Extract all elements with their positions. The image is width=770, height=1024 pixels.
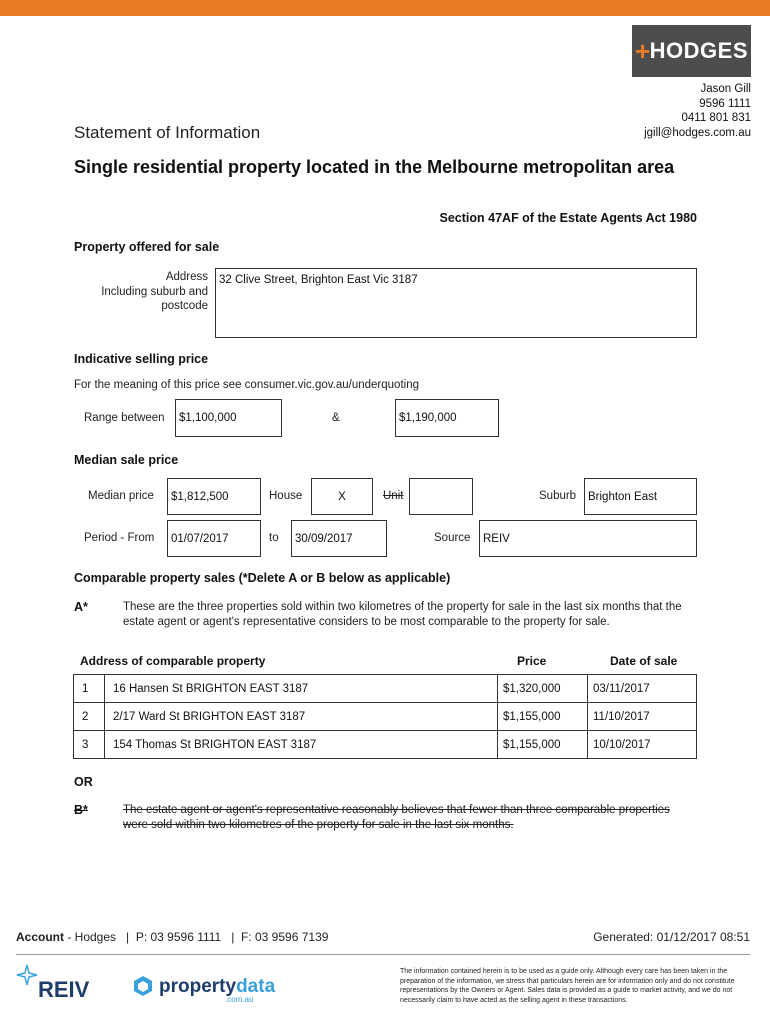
row-address: 16 Hansen St BRIGHTON EAST 3187 <box>105 675 498 703</box>
median-price-label: Median price <box>88 490 154 502</box>
median-price-field[interactable]: $1,812,500 <box>167 478 261 515</box>
row-date: 11/10/2017 <box>588 703 697 731</box>
col-address-header: Address of comparable property <box>80 654 266 668</box>
row-address: 154 Thomas St BRIGHTON EAST 3187 <box>105 731 498 759</box>
row-number: 1 <box>74 675 105 703</box>
footer-divider <box>16 954 750 955</box>
price-high-field[interactable]: $1,190,000 <box>395 399 499 437</box>
row-date: 03/11/2017 <box>588 675 697 703</box>
table-row <box>74 703 697 731</box>
comparable-heading: Comparable property sales (*Delete A or B below as applicable) <box>74 571 451 585</box>
address-field[interactable]: 32 Clive Street, Brighton East Vic 3187 <box>215 268 697 338</box>
row-number: 2 <box>74 703 105 731</box>
reiv-star-icon <box>16 964 38 986</box>
address-label: Address Including suburb and postcode <box>101 271 208 312</box>
range-separator: & <box>332 412 340 424</box>
unit-label: Unit <box>383 490 404 502</box>
indicative-heading: Indicative selling price <box>74 352 209 366</box>
agent-contact <box>644 82 751 140</box>
comparable-table <box>73 674 697 759</box>
agent-name: Jason Gill <box>700 83 751 95</box>
row-price: $1,155,000 <box>498 731 588 759</box>
generated-timestamp: Generated: 01/12/2017 08:51 <box>593 930 750 944</box>
period-label: Period - From <box>84 532 155 544</box>
option-a-label: A* <box>74 600 88 614</box>
agent-email[interactable]: jgill@hodges.com.au <box>644 126 751 139</box>
propertydata-icon <box>131 974 155 998</box>
col-date-header: Date of sale <box>610 654 678 668</box>
underquoting-note: For the meaning of this price see consumer.vic.gov.au/underquoting <box>74 379 419 391</box>
house-label: House <box>269 490 303 502</box>
agent-mobile: 0411 801 831 <box>681 112 751 124</box>
plus-icon: + <box>634 35 651 66</box>
to-label: to <box>269 532 279 544</box>
or-label: OR <box>74 775 93 789</box>
source-label: Source <box>434 532 471 544</box>
unit-field[interactable] <box>409 478 473 515</box>
disclaimer: The information contained herein is to be used as a guide only. Although every care has been taken in the preparation of the information, we stress that particulars herein are for information only and do not constitute representations by the Owners or Agent. Sales data is provided as a guide to market activity, and we do not necessarily claim to have acted as the selling agent in these transactions. <box>400 968 735 1004</box>
page-title: Single residential property located in the Melbourne metropolitan area <box>74 157 675 177</box>
agent-phone: 9596 1111 <box>699 97 751 110</box>
suburb-field[interactable]: Brighton East <box>584 478 697 515</box>
source-field[interactable]: REIV <box>479 520 697 557</box>
price-low-field[interactable]: $1,100,000 <box>175 399 282 437</box>
median-heading: Median sale price <box>74 453 179 467</box>
statement-heading: Statement of Information <box>74 123 261 142</box>
section-reference: Section 47AF of the Estate Agents Act 1980 <box>439 211 697 225</box>
option-a-text: These are the three properties sold within two kilometres of the property for sale in the last six months that the estate agent or agent's representative considers to be most comparable to the property for sale. <box>123 601 682 628</box>
period-to-field[interactable]: 30/09/2017 <box>291 520 387 557</box>
table-row <box>74 675 697 703</box>
row-date: 10/10/2017 <box>588 731 697 759</box>
row-price: $1,155,000 <box>498 703 588 731</box>
top-accent-bar <box>0 0 770 16</box>
period-from-field[interactable]: 01/07/2017 <box>167 520 261 557</box>
account-info: Account - Hodges | P: 03 9596 1111 | F: 03 9596 7139 <box>16 930 329 944</box>
suburb-label: Suburb <box>539 490 577 502</box>
table-row <box>74 731 697 759</box>
house-field[interactable]: X <box>311 478 373 515</box>
row-address: 2/17 Ward St BRIGHTON EAST 3187 <box>105 703 498 731</box>
hodges-logo: + HODGES <box>632 25 751 77</box>
option-b-text: The estate agent or agent's representative reasonably believes that fewer than three comparable properties were sold within two kilometres of the property for sale in the last six months. <box>123 804 670 831</box>
col-price-header: Price <box>517 654 547 668</box>
option-b-label: B* <box>74 803 88 817</box>
range-label: Range between <box>84 412 165 424</box>
row-number: 3 <box>74 731 105 759</box>
property-heading: Property offered for sale <box>74 240 220 254</box>
row-price: $1,320,000 <box>498 675 588 703</box>
